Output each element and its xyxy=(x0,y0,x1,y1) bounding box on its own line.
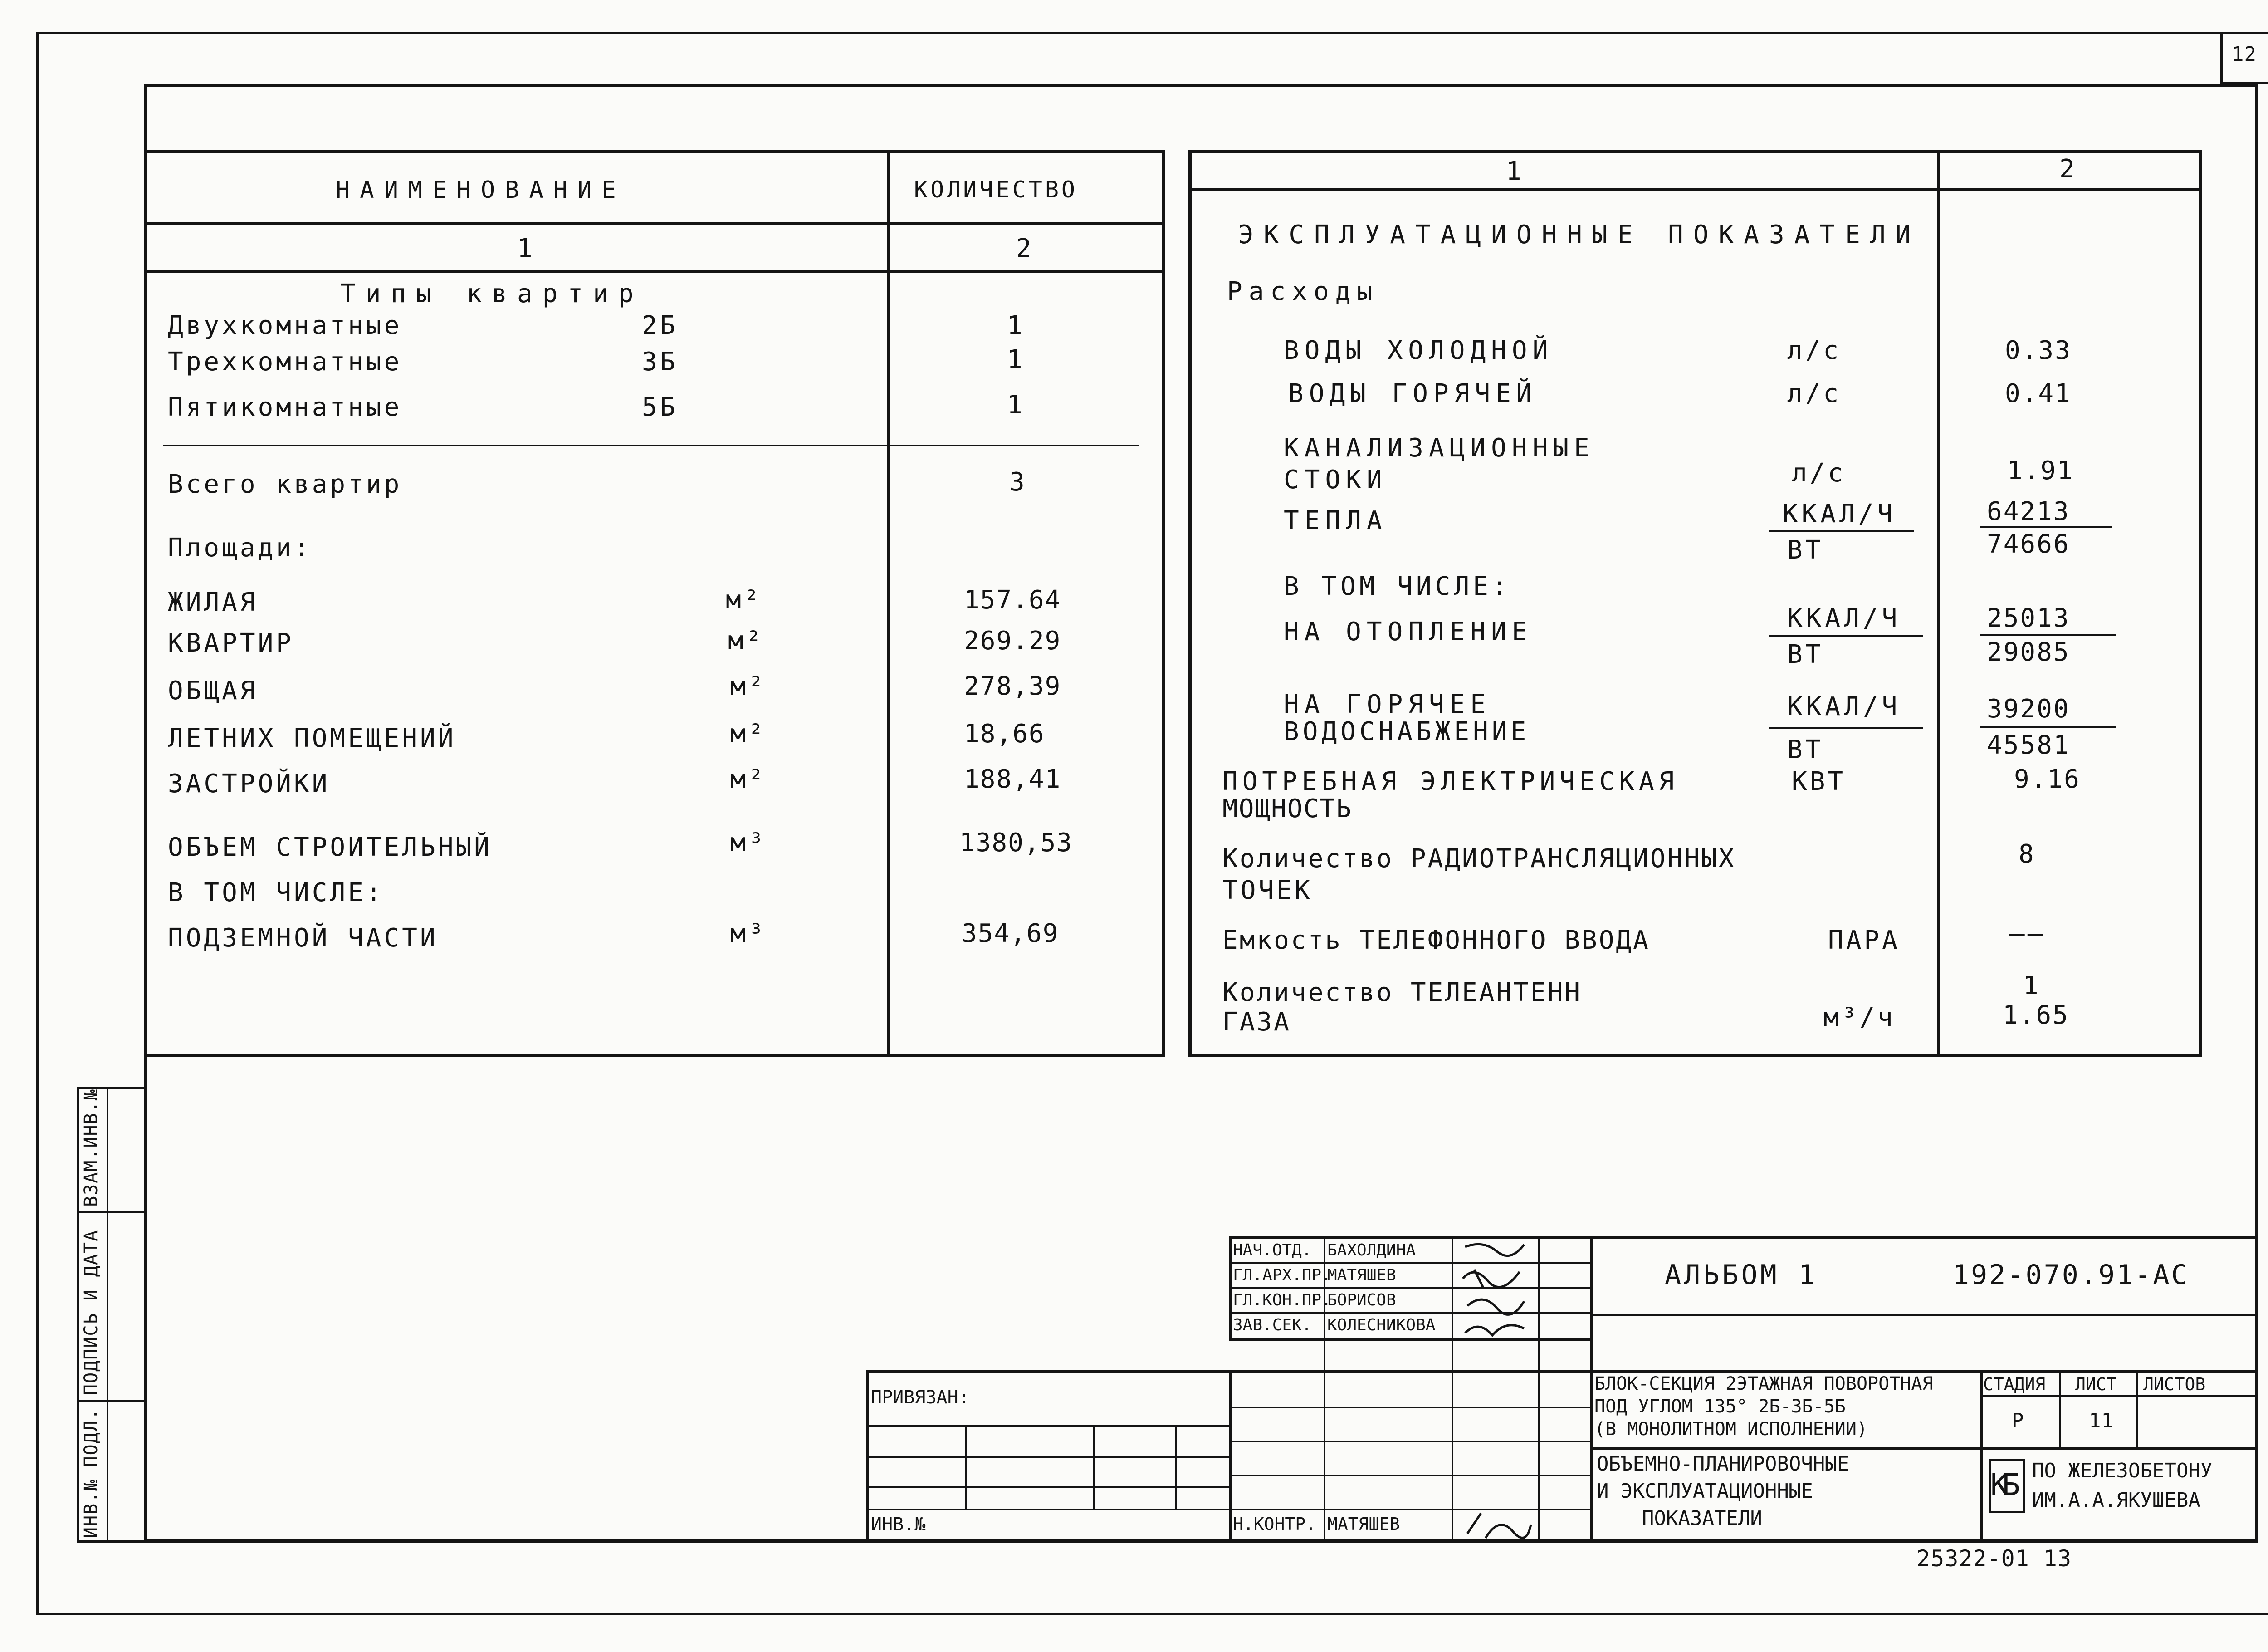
radio-points-label-2: ТОЧЕК xyxy=(1222,876,1313,905)
cold-water-label: ВОДЫ ХОЛОДНОЙ xyxy=(1284,336,1554,365)
inv-label: ИНВ.№ xyxy=(871,1514,926,1535)
signer-role: ЗАВ.СЕК. xyxy=(1233,1316,1312,1334)
hot-water-value: 0.41 xyxy=(2005,379,2072,408)
phone-capacity-label: Емкость ТЕЛЕФОННОГО ВВОДА xyxy=(1222,926,1650,955)
norm-control-name: МАТЯШЕВ xyxy=(1327,1514,1400,1534)
apartment-type-label: Трехкомнатные xyxy=(168,347,402,377)
consumption-title: Расходы xyxy=(1227,277,1379,306)
area-value: 157.64 xyxy=(964,585,1061,615)
side-stamp-replacement-inv: ВЗАМ.ИНВ.№ xyxy=(81,1088,102,1207)
hot-water-label: ВОДЫ ГОРЯЧЕЙ xyxy=(1288,379,1537,408)
signer-name: МАТЯШЕВ xyxy=(1327,1266,1396,1284)
signer-name: БАХОЛДИНА xyxy=(1327,1241,1416,1260)
cold-water-unit: л/с xyxy=(1787,336,1842,365)
drawing-title-3: ПОКАЗАТЕЛИ xyxy=(1642,1507,1762,1530)
sewage-unit: л/с xyxy=(1792,458,1846,488)
gas-label: ГАЗА xyxy=(1222,1007,1291,1037)
stage-label: СТАДИЯ xyxy=(1983,1374,2046,1394)
document-code: 192-070.91-АС xyxy=(1953,1259,2190,1291)
hot-water-supply-label-1: НА ГОРЯЧЕЕ xyxy=(1284,690,1491,719)
area-value: 18,66 xyxy=(964,719,1045,749)
apartment-type-code: 5Б xyxy=(642,392,678,422)
area-label: ОБЩАЯ xyxy=(168,676,258,706)
project-line-2: ПОД УГЛОМ 135° 2Б-3Б-5Б xyxy=(1594,1396,1846,1417)
volume-unit: м³ xyxy=(730,828,767,858)
apartment-type-code: 3Б xyxy=(642,347,678,377)
heat-label: ТЕПЛА xyxy=(1284,506,1388,535)
signer-role: НАЧ.ОТД. xyxy=(1233,1241,1312,1260)
area-unit: м² xyxy=(726,585,762,615)
heat-value-top: 64213 xyxy=(1987,497,2070,526)
apartment-type-qty: 1 xyxy=(1007,345,1025,374)
apartment-type-qty: 1 xyxy=(1007,311,1025,340)
project-line-1: БЛОК-СЕКЦИЯ 2ЭТАЖНАЯ ПОВОРОТНАЯ xyxy=(1594,1373,1933,1394)
sewage-label-1: КАНАЛИЗАЦИОННЫЕ xyxy=(1284,433,1595,463)
hot-water-supply-value-bottom: 45581 xyxy=(1987,730,2070,760)
heat-unit-top: ККАЛ/Ч xyxy=(1783,499,1897,529)
underground-label: ПОДЗЕМНОЙ ЧАСТИ xyxy=(168,923,438,953)
power-value: 9.16 xyxy=(2014,765,2081,794)
sewage-value: 1.91 xyxy=(2007,456,2074,485)
sheet-value: 11 xyxy=(2089,1409,2114,1432)
heating-value-bottom: 29085 xyxy=(1987,637,2070,667)
col-2-label: 2 xyxy=(1016,234,1034,263)
footer-code: 25322-01 13 xyxy=(1916,1545,2072,1572)
apartment-type-code: 2Б xyxy=(642,311,678,340)
heat-unit-bottom: ВТ xyxy=(1787,535,1823,565)
heating-value-top: 25013 xyxy=(1987,603,2070,633)
antenna-count-label: Количество ТЕЛЕАНТЕНН xyxy=(1222,978,1582,1007)
norm-control-role: Н.КОНТР. xyxy=(1233,1514,1316,1534)
apartment-type-label: Двухкомнатные xyxy=(168,311,402,340)
underground-value: 354,69 xyxy=(962,919,1059,948)
heat-value-bottom: 74666 xyxy=(1987,529,2070,559)
area-label: ЖИЛАЯ xyxy=(168,588,258,617)
org-line-1: ПО ЖЕЛЕЗОБЕТОНУ xyxy=(2032,1459,2213,1482)
right-col-1-label: 1 xyxy=(1506,157,1524,186)
power-unit: КВТ xyxy=(1792,767,1846,796)
volume-label: ОБЪЕМ СТРОИТЕЛЬНЫЙ xyxy=(168,833,492,862)
area-unit: м² xyxy=(728,626,764,656)
signer-name: БОРИСОВ xyxy=(1327,1291,1396,1309)
radio-points-label-1: Количество РАДИОТРАНСЛЯЦИОННЫХ xyxy=(1222,844,1736,873)
stage-value: Р xyxy=(2012,1409,2024,1432)
hot-water-unit: л/с xyxy=(1787,379,1842,408)
side-stamp-signature-date: ПОДПИСЬ И ДАТА xyxy=(81,1229,102,1395)
apartment-type-qty: 1 xyxy=(1007,390,1025,420)
area-label: КВАРТИР xyxy=(168,628,294,658)
including-label-left: В ТОМ ЧИСЛЕ: xyxy=(168,878,384,907)
phone-capacity-unit: ПАРА xyxy=(1828,926,1900,955)
heating-unit-bottom: ВТ xyxy=(1787,640,1823,669)
gas-value: 1.65 xyxy=(2003,1000,2069,1030)
apartment-types-title: Типы квартир xyxy=(340,279,644,309)
underground-unit: м³ xyxy=(730,919,767,948)
right-col-2-label: 2 xyxy=(2059,154,2077,184)
hot-water-supply-unit-top: ККАЛ/Ч xyxy=(1787,692,1901,721)
power-label-1: ПОТРЕБНАЯ ЭЛЕКТРИЧЕСКАЯ xyxy=(1222,767,1679,796)
area-label: ЗАСТРОЙКИ xyxy=(168,769,330,799)
sheets-label: ЛИСТОВ xyxy=(2143,1374,2206,1394)
sewage-label-2: СТОКИ xyxy=(1284,465,1388,495)
sheet-number: 12 xyxy=(2232,43,2257,66)
area-unit: м² xyxy=(730,672,767,701)
volume-value: 1380,53 xyxy=(959,828,1073,858)
area-value: 269.29 xyxy=(964,626,1061,656)
hot-water-supply-label-2: ВОДОСНАБЖЕНИЕ xyxy=(1284,717,1530,746)
area-value: 278,39 xyxy=(964,672,1061,701)
org-line-2: ИМ.А.А.ЯКУШЕВА xyxy=(2032,1489,2200,1512)
sheet-label: ЛИСТ xyxy=(2075,1374,2117,1394)
header-name: НАИМЕНОВАНИЕ xyxy=(336,176,626,204)
phone-capacity-value: —— xyxy=(2009,919,2046,948)
cold-water-value: 0.33 xyxy=(2005,336,2072,365)
album-label: АЛЬБОМ 1 xyxy=(1665,1259,1818,1291)
signer-name: КОЛЕСНИКОВА xyxy=(1327,1316,1436,1334)
header-quantity: КОЛИЧЕСТВО xyxy=(914,176,1078,203)
areas-title: Площади: xyxy=(168,533,312,563)
drawing-title-2: И ЭКСПЛУАТАЦИОННЫЕ xyxy=(1597,1480,1813,1503)
operational-title: ЭКСПЛУАТАЦИОННЫЕ ПОКАЗАТЕЛИ xyxy=(1238,220,1921,250)
drawing-title-1: ОБЪЕМНО-ПЛАНИРОВОЧНЫЕ xyxy=(1597,1452,1849,1476)
total-apartments-label: Всего квартир xyxy=(168,470,402,499)
hot-water-supply-unit-bottom: ВТ xyxy=(1787,735,1823,765)
norm-control-signature xyxy=(1458,1506,1535,1543)
project-line-3: (В МОНОЛИТНОМ ИСПОЛНЕНИИ) xyxy=(1594,1419,1868,1440)
area-unit: м² xyxy=(730,719,767,749)
side-stamp-original-inv: ИНВ.№ ПОДЛ. xyxy=(81,1408,102,1538)
antenna-count-value: 1 xyxy=(2023,971,2041,1000)
gas-unit: м³/ч xyxy=(1823,1003,1896,1032)
area-label: ЛЕТНИХ ПОМЕЩЕНИЙ xyxy=(168,724,456,753)
heating-label: НА ОТОПЛЕНИЕ xyxy=(1284,617,1533,647)
power-label-2: МОЩНОСТЬ xyxy=(1222,794,1352,824)
total-apartments-value: 3 xyxy=(1009,467,1027,497)
hot-water-supply-value-top: 39200 xyxy=(1987,694,2070,724)
bound-label: ПРИВЯЗАН: xyxy=(871,1387,969,1408)
signer-role: ГЛ.АРХ.ПР. xyxy=(1233,1266,1331,1284)
signature-scribbles xyxy=(1456,1238,1538,1342)
radio-points-value: 8 xyxy=(2019,839,2037,869)
heating-unit-top: ККАЛ/Ч xyxy=(1787,603,1901,633)
signer-role: ГЛ.КОН.ПР. xyxy=(1233,1291,1331,1309)
org-logo-text: КБ xyxy=(1990,1467,2014,1502)
area-value: 188,41 xyxy=(964,765,1061,794)
col-1-label: 1 xyxy=(517,234,535,263)
including-label-right: В ТОМ ЧИСЛЕ: xyxy=(1284,572,1511,601)
apartment-type-label: Пятикомнатные xyxy=(168,392,402,422)
area-unit: м² xyxy=(730,765,767,794)
